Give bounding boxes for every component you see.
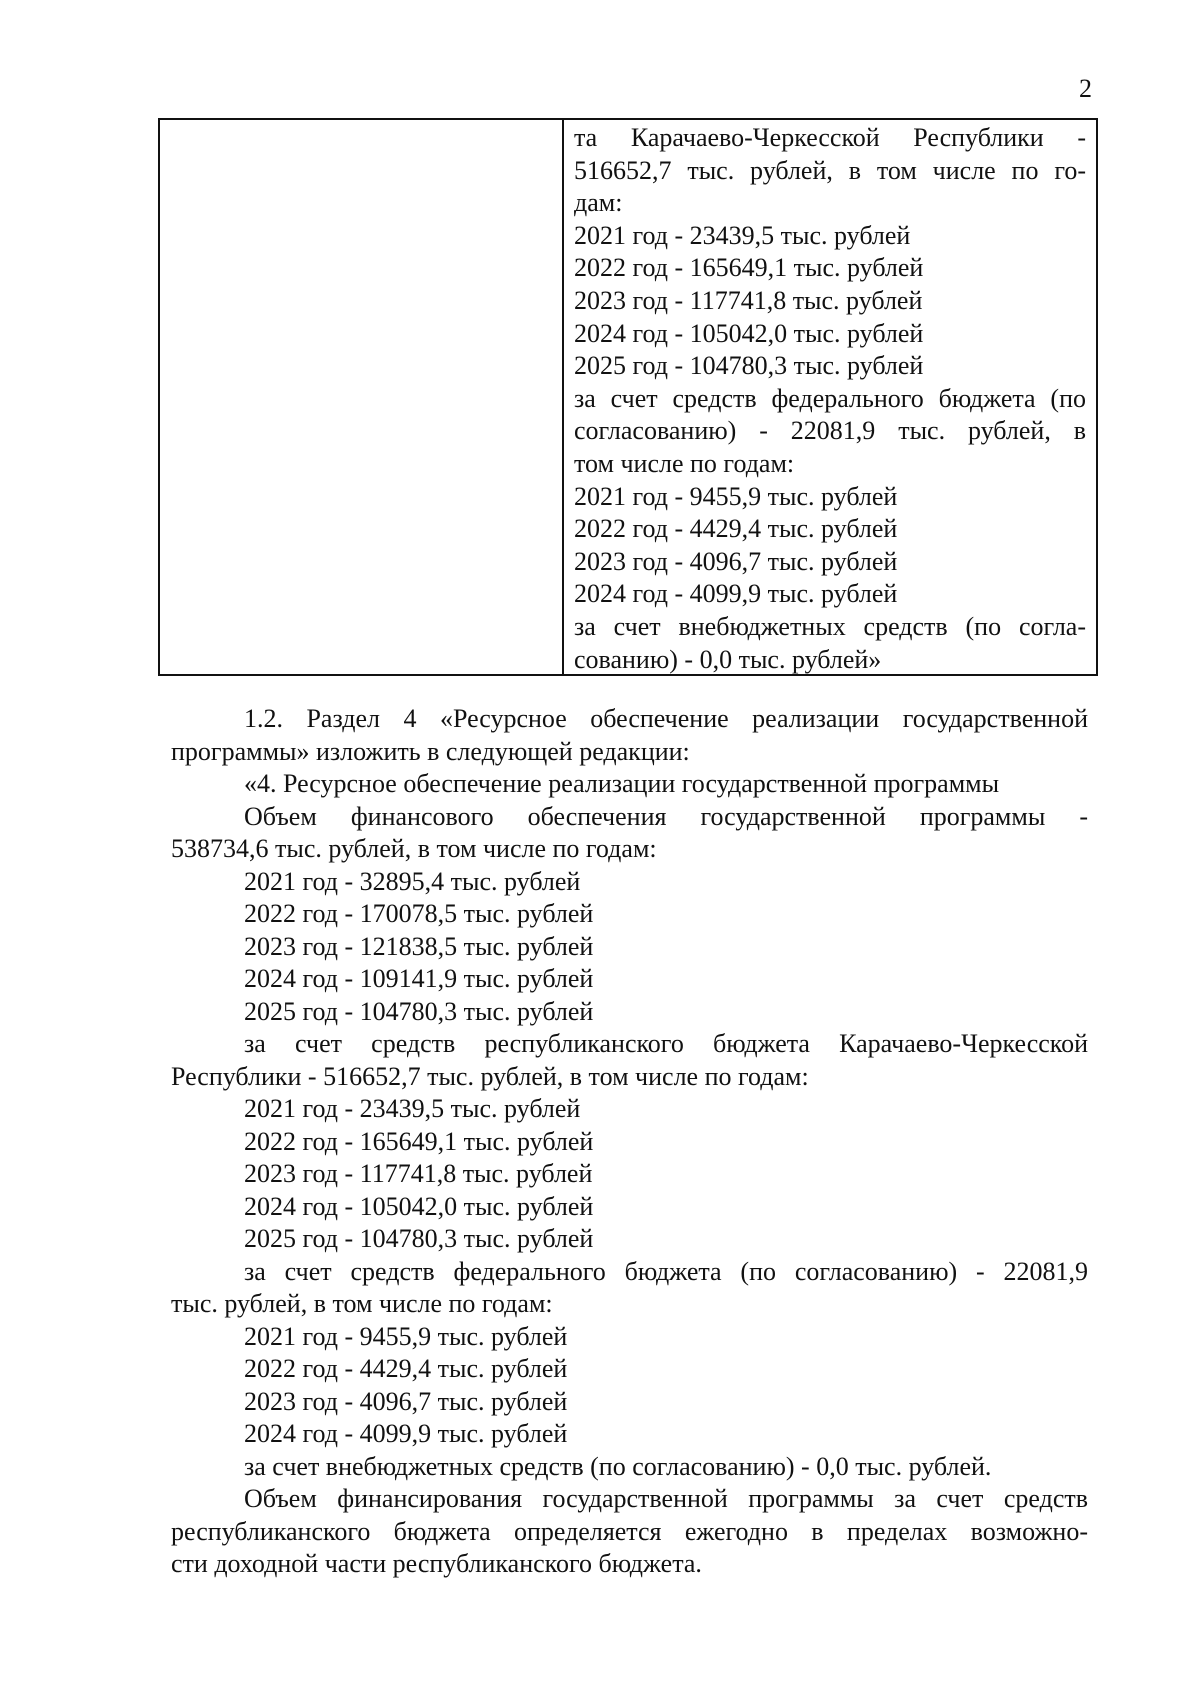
paragraph-line: 2023 год - 4096,7 тыс. рублей <box>244 1386 568 1416</box>
paragraph-line: 2025 год - 104780,3 тыс. рублей <box>244 1224 594 1253</box>
paragraph-line: 2024 год - 109141,9 тыс. рублей <box>244 964 594 993</box>
paragraph-line: 2022 год - 165649,1 тыс. рублей <box>244 1126 594 1156</box>
page-number: 2 <box>1079 74 1092 103</box>
paragraph-line: за счет внебюджетных средств (по согласованию) - 0,0 тыс. рублей. <box>244 1451 992 1481</box>
paragraph-line: 1.2. Раздел 4 «Ресурсное обеспечение реализации государственной <box>244 704 1088 733</box>
table-cell-line: согласованию) - 22081,9 тыс. рублей, в <box>574 416 1086 446</box>
table-cell-line: сованию) - 0,0 тыс. рублей» <box>574 644 882 674</box>
table-cell-line: за счет внебюджетных средств (по согла- <box>574 611 1086 641</box>
table-cell-line: 2025 год - 104780,3 тыс. рублей <box>574 351 924 381</box>
paragraph-line: Объем финансирования государственной программы за счет средств <box>244 1484 1088 1513</box>
paragraph-line: «4. Ресурсное обеспечение реализации государственной программы <box>244 769 1000 798</box>
paragraph-line: 2024 год - 4099,9 тыс. рублей <box>244 1419 568 1448</box>
table-cell-line: 2023 год - 117741,8 тыс. рублей <box>574 285 923 315</box>
table-cell-line: том числе по годам: <box>574 448 795 478</box>
paragraph-line: Объем финансового обеспечения государственной программы - <box>244 801 1088 831</box>
table-cell-line: за счет средств федерального бюджета (по <box>574 383 1086 413</box>
paragraph-line: программы» изложить в следующей редакции: <box>171 736 690 766</box>
paragraph-line: за счет средств республиканского бюджета Карачаево-Черкесской <box>244 1029 1088 1058</box>
table-left-cell <box>160 120 564 674</box>
table-cell-line: 516652,7 тыс. рублей, в том числе по го- <box>574 155 1086 185</box>
paragraph-line: республиканского бюджета определяется ежегодно в пределах возможно- <box>171 1516 1088 1546</box>
paragraph-line: 2024 год - 105042,0 тыс. рублей <box>244 1191 594 1221</box>
paragraph-line: сти доходной части республиканского бюджета. <box>171 1549 702 1578</box>
paragraph-line: 2023 год - 121838,5 тыс. рублей <box>244 931 594 961</box>
funding-table <box>158 118 1098 676</box>
paragraph-line: тыс. рублей, в том числе по годам: <box>171 1289 553 1318</box>
table-right-cell <box>564 120 1096 674</box>
paragraph-line: 2022 год - 4429,4 тыс. рублей <box>244 1354 568 1383</box>
table-cell-line: дам: <box>574 188 623 218</box>
paragraph-line: Республики - 516652,7 тыс. рублей, в том числе по годам: <box>171 1061 809 1091</box>
paragraph-line: 2021 год - 9455,9 тыс. рублей <box>244 1321 568 1351</box>
paragraph-line: 2022 год - 170078,5 тыс. рублей <box>244 899 594 928</box>
paragraph-line: 2021 год - 32895,4 тыс. рублей <box>244 866 581 896</box>
paragraph-line: 2021 год - 23439,5 тыс. рублей <box>244 1094 581 1123</box>
table-cell-line: та Карачаево-Черкесской Республики - <box>574 123 1086 152</box>
paragraph-line: 2025 год - 104780,3 тыс. рублей <box>244 996 594 1026</box>
paragraph-line: за счет средств федерального бюджета (по согласованию) - 22081,9 <box>244 1256 1088 1286</box>
table-cell-line: 2024 год - 105042,0 тыс. рублей <box>574 318 924 348</box>
paragraph-line: 2023 год - 117741,8 тыс. рублей <box>244 1159 593 1188</box>
paragraph-line: 538734,6 тыс. рублей, в том числе по годам: <box>171 834 657 863</box>
section-text <box>171 703 1088 1581</box>
table-cell-line: 2021 год - 9455,9 тыс. рублей <box>574 481 898 511</box>
table-cell-line: 2024 год - 4099,9 тыс. рублей <box>574 579 898 609</box>
table-cell-line: 2023 год - 4096,7 тыс. рублей <box>574 546 898 576</box>
table-cell-line: 2022 год - 4429,4 тыс. рублей <box>574 514 898 544</box>
table-cell-line: 2022 год - 165649,1 тыс. рублей <box>574 253 924 283</box>
table-cell-line: 2021 год - 23439,5 тыс. рублей <box>574 220 911 250</box>
